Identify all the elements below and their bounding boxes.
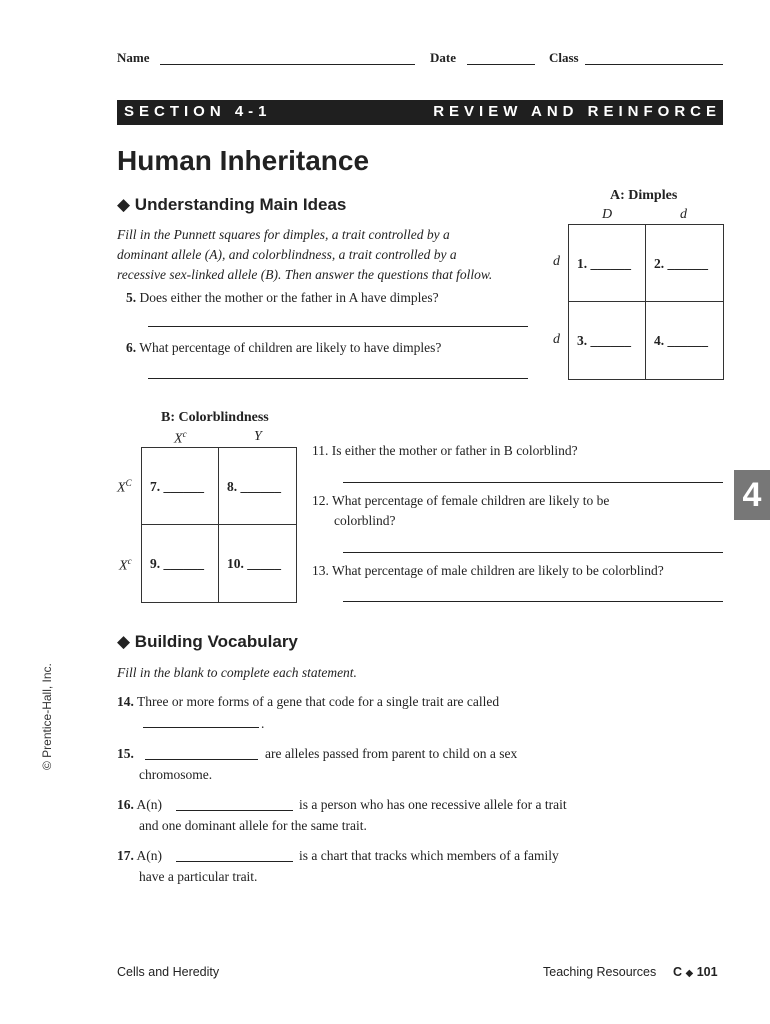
copyright-notice: © Prentice-Hall, Inc. [40, 663, 54, 770]
section-type: REVIEW AND REINFORCE [433, 103, 721, 120]
punnett-cell[interactable] [568, 301, 646, 380]
allele-superscript: c [127, 556, 132, 566]
instruction-line: Fill in the Punnett squares for dimples, a trait controlled by a [117, 227, 450, 242]
punnett-cell[interactable] [141, 524, 219, 603]
punnett-cell[interactable] [645, 301, 724, 380]
page-title: Human Inheritance [117, 145, 370, 176]
question-12: 12. What percentage of female children are likely to be [312, 493, 610, 508]
answer-line-14[interactable] [143, 727, 259, 728]
question-17-text: is a chart that tracks which members of a family [299, 848, 559, 863]
vocab-instructions: Fill in the blank to complete each statement. [117, 665, 357, 680]
cell-label: 4. ______ [654, 333, 708, 348]
punnett-square-a [568, 224, 724, 380]
question-prefix: A(n) [136, 797, 163, 812]
cell-label: 2. ______ [654, 256, 708, 271]
section-heading-vocabulary: ◆ Building Vocabulary [117, 632, 298, 651]
chapter-tab: 4 [734, 470, 770, 520]
section-banner [117, 100, 723, 125]
punnett-cell[interactable] [645, 224, 724, 302]
class-field[interactable] [585, 64, 723, 65]
question-13: 13. What percentage of male children are likely to be colorblind? [312, 563, 664, 578]
question-16-text: is a person who has one recessive allele for a trait [299, 797, 567, 812]
question-17 [117, 848, 162, 864]
question-number: 15. [117, 746, 134, 761]
question-number: 16. [117, 797, 134, 812]
question-15 [117, 746, 134, 762]
allele-symbol: X [174, 431, 183, 447]
question-text: Does either the mother or the father in A have dimples? [139, 290, 439, 305]
question-6 [126, 340, 441, 356]
question-prefix: A(n) [136, 848, 163, 863]
allele-superscript: C [125, 478, 132, 488]
question-15-text: are alleles passed from parent to child on a sex [265, 746, 518, 761]
answer-line-5[interactable] [148, 326, 528, 327]
name-field[interactable] [160, 64, 415, 65]
punnett-b-col-2: Y [254, 429, 262, 444]
footer-resource-label: Teaching Resources [543, 965, 657, 979]
cell-label: 10. _____ [227, 556, 281, 571]
cell-label: 7. ______ [150, 479, 204, 494]
question-number: 5. [126, 290, 137, 305]
question-14 [117, 694, 499, 710]
punnett-a-title: A: Dimples [610, 188, 678, 203]
section-heading-main-ideas: ◆ Understanding Main Ideas [117, 195, 347, 214]
answer-line-13[interactable] [343, 601, 723, 602]
question-number: 17. [117, 848, 134, 863]
date-label: Date [430, 50, 456, 65]
question-text: What percentage of children are likely to have dimples? [139, 340, 442, 355]
footer-book-title: Cells and Heredity [117, 965, 220, 979]
question-17-continued: have a particular trait. [139, 869, 258, 884]
instructions [117, 225, 537, 285]
instruction-line: recessive sex-linked allele (B). Then answer the questions that follow. [117, 267, 493, 282]
class-label: Class [549, 50, 579, 65]
punnett-a-row-1: d [553, 254, 560, 269]
punnett-b-row-1 [117, 478, 132, 497]
allele-symbol: X [117, 480, 126, 496]
answer-line-15[interactable] [145, 759, 258, 760]
punnett-a-row-2: d [553, 332, 560, 347]
question-16-continued: and one dominant allele for the same trait. [139, 818, 367, 833]
allele-symbol: X [119, 558, 128, 574]
question-14-period: . [261, 716, 265, 731]
instruction-line: dominant allele (A), and colorblindness, a trait controlled by a [117, 247, 457, 262]
punnett-cell[interactable] [218, 447, 297, 525]
answer-line-6[interactable] [148, 378, 528, 379]
punnett-a-col-2: d [680, 207, 687, 222]
page-number: 101 [696, 965, 718, 979]
answer-line-16[interactable] [176, 810, 293, 811]
date-field[interactable] [467, 64, 535, 65]
section-number: SECTION 4-1 [124, 103, 272, 120]
punnett-b-col-1 [174, 429, 187, 448]
punnett-cell[interactable] [141, 447, 219, 525]
question-5 [126, 290, 439, 306]
question-number: 6. [126, 340, 137, 355]
answer-line-11[interactable] [343, 482, 723, 483]
footer-page-number [673, 965, 718, 979]
cell-label: 1. ______ [577, 256, 631, 271]
cell-label: 9. ______ [150, 556, 204, 571]
allele-superscript: c [182, 429, 187, 439]
punnett-b-title: B: Colorblindness [161, 410, 269, 425]
answer-line-17[interactable] [176, 861, 293, 862]
punnett-cell[interactable] [218, 524, 297, 603]
answer-line-12[interactable] [343, 552, 723, 553]
page-prefix: C [673, 965, 683, 979]
cell-label: 8. ______ [227, 479, 281, 494]
punnett-b-row-2 [119, 556, 132, 575]
question-text: Three or more forms of a gene that code for a single trait are called [137, 694, 500, 709]
punnett-square-b [141, 447, 297, 603]
cell-label: 3. ______ [577, 333, 631, 348]
diamond-icon: ◆ [685, 968, 694, 979]
punnett-a-col-1: D [602, 207, 613, 222]
question-number: 14. [117, 694, 134, 709]
question-15-continued: chromosome. [139, 767, 213, 782]
question-12-continued: colorblind? [334, 513, 396, 528]
punnett-cell[interactable] [568, 224, 646, 302]
name-label: Name [117, 50, 150, 65]
question-16 [117, 797, 162, 813]
question-11: 11. Is either the mother or father in B colorblind? [312, 443, 578, 458]
